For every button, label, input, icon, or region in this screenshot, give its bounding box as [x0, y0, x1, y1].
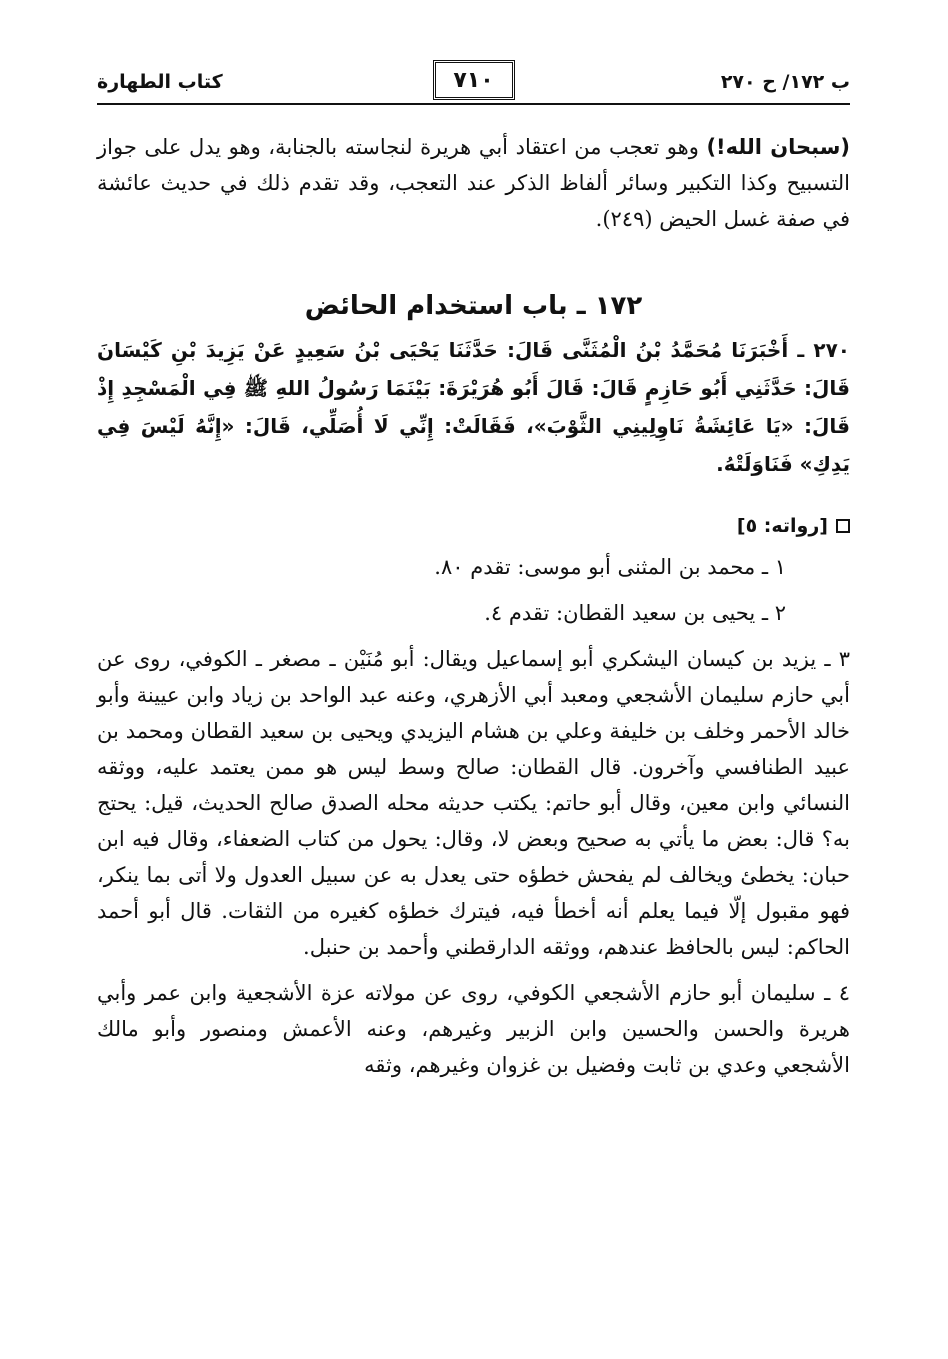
- narrator-entry: ٣ ـ يزيد بن كيسان اليشكري أبو إسماعيل ويقال: أبو مُنَيْن ـ مصغر ـ الكوفي، روى عن أبي حازم سليمان الأشجعي ومعبد أبي الأزهري، وعنه عبد الواحد بن زياد وابن عيينة وأبو خالد الأحمر وخلف بن خليفة وعلي بن هشام اليزيدي ويحيى بن سعيد القطان ومحمد بن عبيد الطنافسي وآخرون. قال القطان: صالح وسط ليس هو ممن يعتمد عليه، ووثقه النسائي وابن معين، وقال أبو حاتم: يكتب حديثه محله الصدق صالح الحديث، قيل: يحتج به؟ قال: بعض ما يأتي به صحيح وبعض لا، وقال: يحول من كتاب الضعفاء، وقال فيه ابن حبان: يخطئ ويخالف لم يفحش خطؤه حتى يعدل به عن سبيل العدول ولا أتى بما ينكر، فهو مقبول إلّا فيما يعلم أنه أخطأ فيه، فيترك خطؤه كغيره من الثقات. قال أبو أحمد الحاكم: ليس بالحافظ عندهم، ووثقه الدارقطني وأحمد بن حنبل.: [97, 647, 850, 959]
- intro-bold-phrase: (سبحان الله!): [706, 135, 850, 159]
- narrators-heading-label: [رواته: ٥]: [736, 515, 828, 537]
- page-number: ٧١٠: [453, 67, 494, 93]
- running-head-book-title: كتاب الطهارة: [97, 71, 223, 93]
- narrator-entry: ٢ ـ يحيى بن سعيد القطان: تقدم ٤.: [484, 601, 786, 625]
- narrators-heading: [97, 515, 850, 537]
- narrator-entry: ١ ـ محمد بن المثنى أبو موسى: تقدم ٨٠.: [434, 555, 786, 579]
- running-head-reference: ب ١٧٢/ ح ٢٧٠: [720, 71, 850, 93]
- page-number-frame: [433, 60, 515, 100]
- chapter-title: ١٧٢ ـ باب استخدام الحائض: [304, 291, 643, 321]
- hadith-text: ٢٧٠ ـ أَخْبَرَنَا مُحَمَّدُ بْنُ الْمُثَنَّى قَالَ: حَدَّثَنَا يَحْيَى بْنُ سَعِيدٍ عَنْ يَزِيدَ بْنِ كَيْسَانَ قَالَ: حَدَّثَنِي أَبُو حَازِمٍ قَالَ: قَالَ أَبُو هُرَيْرَةَ: بَيْنَمَا رَسُولُ اللهِ ﷺ فِي الْمَسْجِدِ إِذْ قَالَ: «يَا عَائِشَةُ نَاوِلِينِي الثَّوْبَ»، فَقَالَتْ: إِنِّي لَا أُصَلِّي، قَالَ: «إِنَّهُ لَيْسَ فِي يَدِكِ» فَنَاوَلَتْهُ.: [97, 338, 850, 476]
- book-page: [97, 55, 850, 1345]
- narrator-entry: ٤ ـ سليمان أبو حازم الأشجعي الكوفي، روى عن مولاته عزة الأشجعية وابن عمر وأبي هريرة والحسن والحسين وابن الزبير وغيرهم، وعنه الأعمش ومنصور وأبو مالك الأشجعي وعدي بن ثابت وفضيل بن غزوان وغيرهم، وثقه: [97, 981, 850, 1077]
- intro-text: وهو تعجب من اعتقاد أبي هريرة لنجاسته بالجنابة، وهو يدل على جواز التسبيح وكذا التكبير وسائر ألفاظ الذكر عند التعجب، وقد تقدم ذلك في حديث عائشة في صفة غسل الحيض (٢٤٩).: [97, 135, 850, 231]
- intro-paragraph: [97, 129, 850, 237]
- page-header: [97, 55, 850, 105]
- square-bullet-icon: [836, 519, 850, 533]
